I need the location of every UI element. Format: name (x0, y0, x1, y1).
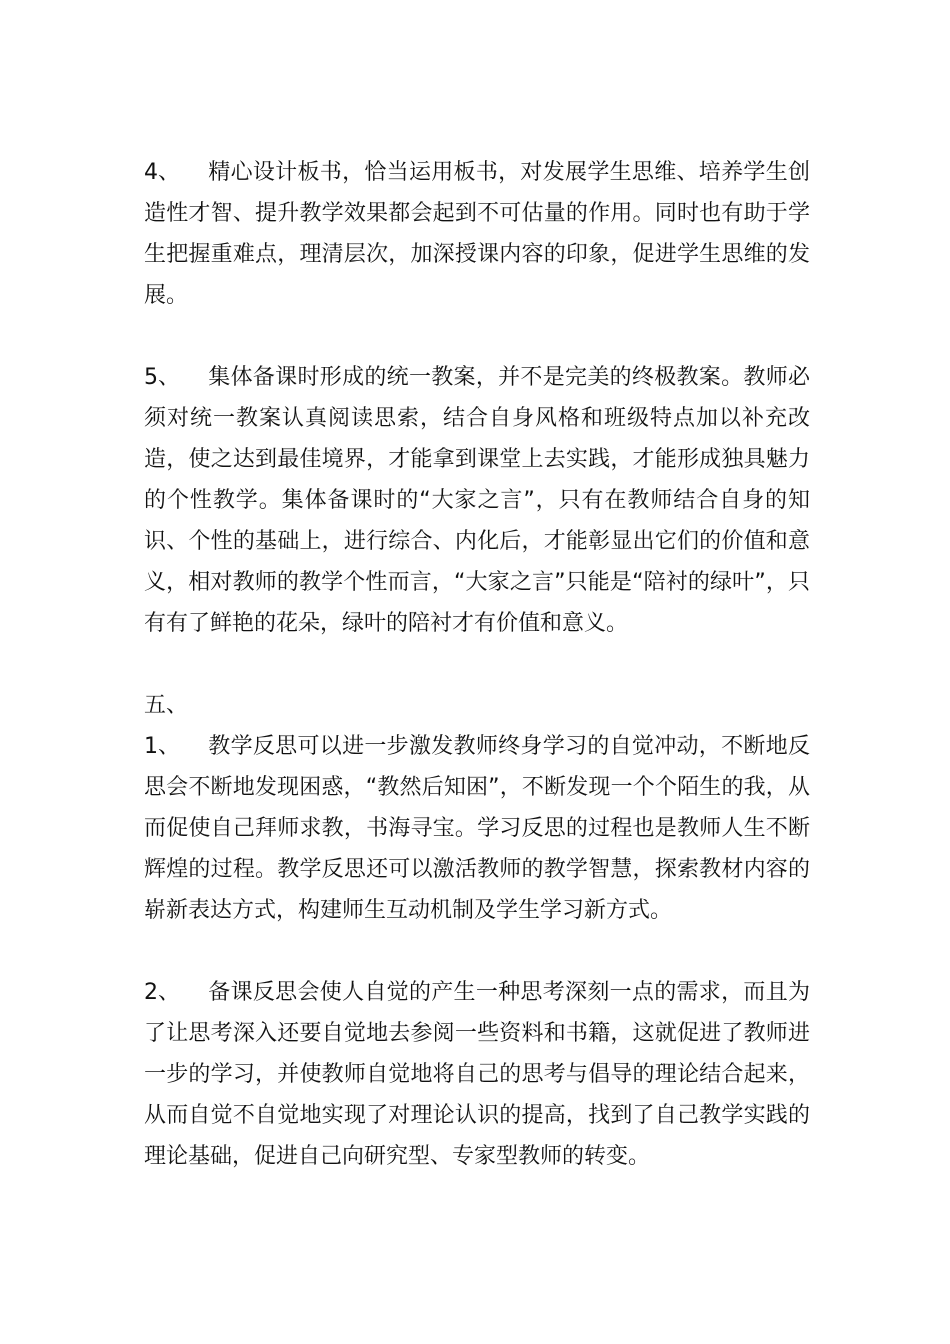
paragraph-text: 备课反思会使人自觉的产生一种思考深刻一点的需求，而且为了让思考深入还要自觉地去参阅一些资料和书籍，这就促进了教师进一步的学习，并使教师自觉地将自己的思考与倡导的理论结合起来，从而自觉不自觉地实现了对理论认识的提高，找到了自己教学实践的理论基础，促进自己向研究型、专家型教师的转变。 (144, 980, 810, 1169)
paragraph-text: 集体备课时形成的统一教案，并不是完美的终极教案。教师必须对统一教案认真阅读思索，结合自身风格和班级特点加以补充改造，使之达到最佳境界，才能拿到课堂上去实践，才能形成独具魅力的个性教学。集体备课时的“大家之言”，只有在教师结合自身的知识、个性的基础上，进行综合、内化后，才能彰显出它们的价值和意义，相对教师的教学个性而言，“大家之言”只能是“陪衬的绿叶”，只有有了鲜艳的花朵，绿叶的陪衬才有价值和意义。 (144, 365, 810, 636)
paragraph-5 (144, 357, 810, 644)
paragraph-spacer (144, 931, 810, 972)
paragraph-number: 4、 (144, 160, 180, 185)
paragraph-text: 精心设计板书，恰当运用板书，对发展学生思维、培养学生创造性才智、提升教学效果都会起到不可估量的作用。同时也有助于学生把握重难点，理清层次，加深授课内容的印象，促进学生思维的发展。 (144, 160, 810, 308)
paragraph-text: 教学反思可以进一步激发教师终身学习的自觉冲动，不断地反思会不断地发现困惑，“教然后知困”，不断发现一个个陌生的我，从而促使自己拜师求教，书海寻宝。学习反思的过程也是教师人生不断辉煌的过程。教学反思还可以激活教师的教学智慧，探索教材内容的崭新表达方式，构建师生互动机制及学生学习新方式。 (144, 734, 810, 923)
paragraph-number: 5、 (144, 365, 180, 390)
paragraph-number: 2、 (144, 980, 180, 1005)
document-page (144, 152, 810, 1177)
paragraph-2 (144, 972, 810, 1177)
paragraph-1 (144, 726, 810, 931)
paragraph-spacer (144, 316, 810, 357)
paragraph-spacer (144, 644, 810, 685)
paragraph-number: 1、 (144, 734, 180, 759)
paragraph-4 (144, 152, 810, 316)
section-heading: 五、 (144, 693, 189, 718)
